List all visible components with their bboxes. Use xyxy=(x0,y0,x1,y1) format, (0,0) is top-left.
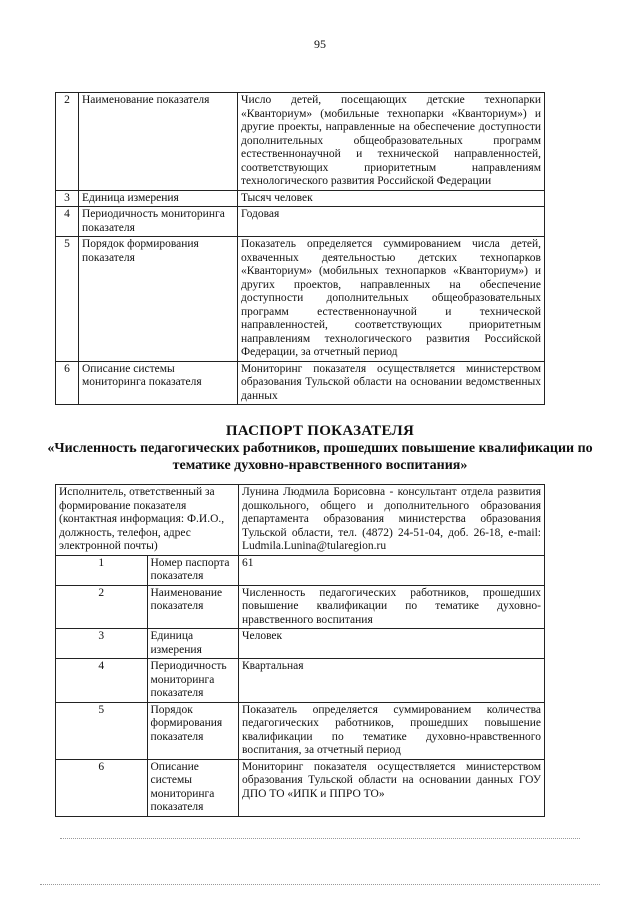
row-number: 6 xyxy=(56,361,79,405)
row-value: Тысяч человек xyxy=(238,190,545,207)
table-row xyxy=(56,190,545,207)
passport-title: ПАСПОРТ ПОКАЗАТЕЛЯ xyxy=(225,423,415,439)
passport-subtitle: «Численность педагогических работников, прошедших повышение квалификации по тематике духовно-нравственного воспитания» xyxy=(47,441,593,473)
scan-artifact-line xyxy=(40,884,600,885)
table-row-executor xyxy=(56,485,545,556)
row-number: 2 xyxy=(56,93,79,191)
row-value: Квартальная xyxy=(239,659,545,703)
executor-value: Лунина Людмила Борисовна - консультант отдела развития дошкольного, общего и дополнительного образования департамента образования министерства образования Тульской области, тел. (4872) 24-51-04, доб. 26-18, e-mail: Ludmila.Lunina@tularegion.ru xyxy=(239,485,545,556)
row-label: Единица измерения xyxy=(79,190,238,207)
row-label: Порядок формирования показателя xyxy=(79,237,238,362)
table-row xyxy=(56,759,545,816)
row-number: 1 xyxy=(56,555,148,585)
table-row xyxy=(56,585,545,629)
row-label: Наименование показателя xyxy=(147,585,239,629)
table-row xyxy=(56,93,545,191)
indicator-table-continued xyxy=(55,92,545,405)
row-label: Наименование показателя xyxy=(79,93,238,191)
row-value: 61 xyxy=(239,555,545,585)
row-label: Номер паспорта показателя xyxy=(147,555,239,585)
executor-label: Исполнитель, ответственный за формирование показателя (контактная информация: Ф.И.О., должность, телефон, адрес электронной почты) xyxy=(56,485,239,556)
row-number: 4 xyxy=(56,207,79,237)
row-number: 3 xyxy=(56,190,79,207)
row-number: 5 xyxy=(56,702,148,759)
table-row xyxy=(56,207,545,237)
table-row xyxy=(56,702,545,759)
row-number: 5 xyxy=(56,237,79,362)
table-row xyxy=(56,659,545,703)
row-number: 4 xyxy=(56,659,148,703)
row-label: Единица измерения xyxy=(147,629,239,659)
table-row xyxy=(56,237,545,362)
row-value: Показатель определяется суммированием количества педагогических работников, прошедших повышение квалификации по тематике духовно-нравственного воспитания, за отчетный период xyxy=(239,702,545,759)
row-label: Периодичность мониторинга показателя xyxy=(147,659,239,703)
row-label: Описание системы мониторинга показателя xyxy=(79,361,238,405)
row-value: Показатель определяется суммированием числа детей, охваченных деятельностью детских технопарков «Кванториум» (мобильных технопарков «Кванториум») и других проектов, направленных на обеспечение доступности дополнительных общеобразовательных программ естественнонаучной и технической направленностей, соответствующих приоритетным направлениям технологического развития Российской Федерации, за отчетный период xyxy=(238,237,545,362)
table-row xyxy=(56,361,545,405)
indicator-passport-table xyxy=(55,484,545,817)
row-value: Мониторинг показателя осуществляется министерством образования Тульской области на основании данных ГОУ ДПО ТО «ИПК и ППРО ТО» xyxy=(239,759,545,816)
scan-artifact-line xyxy=(60,838,580,839)
row-value: Число детей, посещающих детские технопарки «Кванториум» (мобильные технопарки «Кванториум») и другие проекты, направленные на обеспечение доступности дополнительных общеобразовательных программ естественнонаучной и технической направленностей, соответствующих приоритетным направлениям технологического развития Российской Федерации xyxy=(238,93,545,191)
row-number: 6 xyxy=(56,759,148,816)
row-value: Человек xyxy=(239,629,545,659)
row-label: Периодичность мониторинга показателя xyxy=(79,207,238,237)
row-value: Мониторинг показателя осуществляется министерством образования Тульской области на основании ведомственных данных xyxy=(238,361,545,405)
row-number: 3 xyxy=(56,629,148,659)
row-label: Описание системы мониторинга показателя xyxy=(147,759,239,816)
row-label: Порядок формирования показателя xyxy=(147,702,239,759)
page-number: 95 xyxy=(314,37,326,51)
row-number: 2 xyxy=(56,585,148,629)
row-value: Численность педагогических работников, прошедших повышение квалификации по тематике духовно-нравственного воспитания xyxy=(239,585,545,629)
table-row xyxy=(56,555,545,585)
row-value: Годовая xyxy=(238,207,545,237)
table-row xyxy=(56,629,545,659)
